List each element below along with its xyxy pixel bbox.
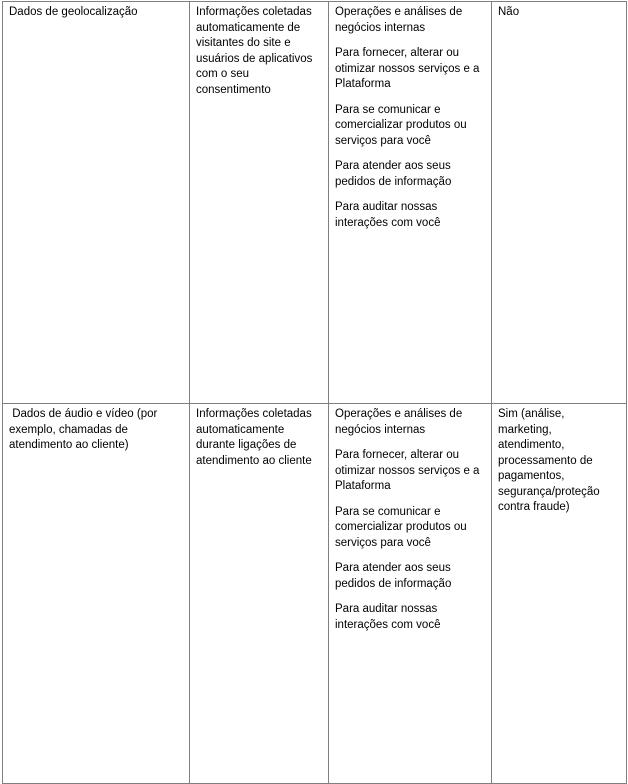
purpose-item: Para fornecer, alterar ou otimizar nossos serviços e a Plataforma bbox=[335, 47, 480, 90]
purpose-item: Para atender aos seus pedidos de informação bbox=[335, 562, 452, 590]
source-text: Informações coletadas automaticamente de visitantes do site e usuários de aplicativos com o seu consentimento bbox=[196, 6, 313, 96]
category-text: Dados de geolocalização bbox=[9, 6, 138, 18]
source-cell bbox=[190, 404, 329, 784]
category-cell bbox=[3, 404, 190, 784]
shared-text: Não bbox=[498, 6, 520, 18]
purpose-item: Para auditar nossas interações com você bbox=[335, 201, 441, 229]
purpose-item: Para se comunicar e comercializar produtos ou serviços para você bbox=[335, 505, 467, 549]
source-text: Informações coletadas automaticamente durante ligações de atendimento ao cliente bbox=[196, 408, 312, 467]
table-row bbox=[3, 2, 627, 404]
source-cell bbox=[190, 2, 329, 404]
purpose-item: Para fornecer, alterar ou otimizar nossos serviços e a Plataforma bbox=[335, 449, 480, 492]
purposes-cell bbox=[329, 404, 492, 784]
category-cell bbox=[3, 2, 190, 404]
table-row bbox=[3, 404, 627, 784]
shared-text: Sim (análise, marketing, atendimento, processamento de pagamentos, segurança/proteção contra fraude) bbox=[498, 408, 600, 513]
purpose-item: Para auditar nossas interações com você bbox=[335, 603, 441, 631]
shared-cell bbox=[492, 2, 627, 404]
purpose-item: Para atender aos seus pedidos de informação bbox=[335, 160, 452, 188]
purpose-item: Para se comunicar e comercializar produtos ou serviços para você bbox=[335, 103, 467, 147]
purpose-item: Operações e análises de negócios internas bbox=[335, 6, 463, 34]
shared-cell bbox=[492, 404, 627, 784]
category-text: Dados de áudio e vídeo (por exemplo, chamadas de atendimento ao cliente) bbox=[9, 408, 161, 451]
data-categories-table bbox=[2, 1, 627, 784]
purposes-cell bbox=[329, 2, 492, 404]
purpose-item: Operações e análises de negócios internas bbox=[335, 408, 463, 436]
